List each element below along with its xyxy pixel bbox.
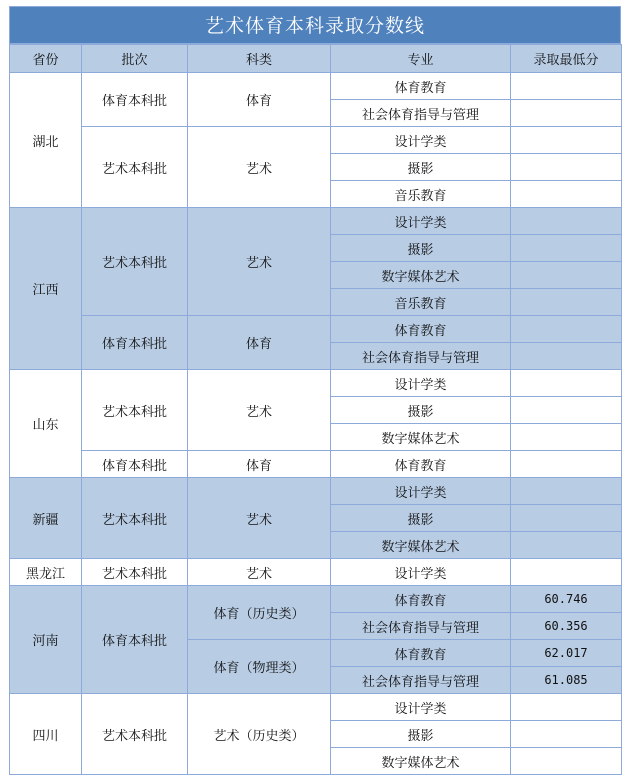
table-row (10, 451, 622, 478)
min-score-cell (511, 154, 622, 181)
major-cell: 体育教育 (331, 316, 511, 343)
category-cell: 艺术 (188, 208, 331, 316)
major-cell: 摄影 (331, 154, 511, 181)
table-title: 艺术体育本科录取分数线 (9, 6, 621, 44)
category-cell: 艺术 (188, 370, 331, 451)
category-cell: 艺术 (188, 478, 331, 559)
category-cell: 体育（历史类） (188, 586, 331, 640)
min-score-cell (511, 127, 622, 154)
category-cell: 艺术 (188, 127, 331, 208)
category-cell: 体育 (188, 73, 331, 127)
major-cell: 设计学类 (331, 208, 511, 235)
batch-cell: 艺术本科批 (82, 127, 188, 208)
table-row (10, 73, 622, 100)
category-cell: 艺术（历史类） (188, 694, 331, 775)
major-cell: 体育教育 (331, 640, 511, 667)
min-score-cell (511, 748, 622, 775)
header-batch: 批次 (82, 45, 188, 73)
min-score-cell: 61.085 (511, 667, 622, 694)
major-cell: 设计学类 (331, 127, 511, 154)
min-score-cell: 60.356 (511, 613, 622, 640)
min-score-cell (511, 424, 622, 451)
min-score-cell (511, 505, 622, 532)
table-row (10, 316, 622, 343)
min-score-cell (511, 181, 622, 208)
major-cell: 摄影 (331, 721, 511, 748)
header-province: 省份 (10, 45, 82, 73)
min-score-cell (511, 559, 622, 586)
table-row (10, 586, 622, 613)
header-row (10, 45, 622, 73)
province-cell: 河南 (10, 586, 82, 694)
category-cell: 体育 (188, 316, 331, 370)
min-score-cell (511, 478, 622, 505)
min-score-cell (511, 208, 622, 235)
min-score-cell (511, 694, 622, 721)
min-score-cell (511, 235, 622, 262)
table-row (10, 559, 622, 586)
batch-cell: 艺术本科批 (82, 208, 188, 316)
header-min-score: 录取最低分 (511, 45, 622, 73)
major-cell: 社会体育指导与管理 (331, 667, 511, 694)
major-cell: 设计学类 (331, 478, 511, 505)
header-major: 专业 (331, 45, 511, 73)
major-cell: 社会体育指导与管理 (331, 100, 511, 127)
major-cell: 设计学类 (331, 694, 511, 721)
min-score-cell (511, 100, 622, 127)
min-score-cell (511, 397, 622, 424)
major-cell: 数字媒体艺术 (331, 748, 511, 775)
batch-cell: 体育本科批 (82, 451, 188, 478)
min-score-cell (511, 289, 622, 316)
min-score-cell (511, 262, 622, 289)
batch-cell: 体育本科批 (82, 316, 188, 370)
batch-cell: 体育本科批 (82, 73, 188, 127)
min-score-cell (511, 370, 622, 397)
min-score-cell (511, 316, 622, 343)
min-score-cell (511, 73, 622, 100)
min-score-cell (511, 343, 622, 370)
major-cell: 体育教育 (331, 73, 511, 100)
batch-cell: 艺术本科批 (82, 370, 188, 451)
batch-cell: 艺术本科批 (82, 478, 188, 559)
major-cell: 设计学类 (331, 559, 511, 586)
major-cell: 摄影 (331, 505, 511, 532)
min-score-cell: 62.017 (511, 640, 622, 667)
major-cell: 体育教育 (331, 586, 511, 613)
major-cell: 社会体育指导与管理 (331, 343, 511, 370)
batch-cell: 艺术本科批 (82, 694, 188, 775)
min-score-cell (511, 721, 622, 748)
province-cell: 黑龙江 (10, 559, 82, 586)
major-cell: 数字媒体艺术 (331, 532, 511, 559)
min-score-cell: 60.746 (511, 586, 622, 613)
batch-cell: 体育本科批 (82, 586, 188, 694)
table-row (10, 370, 622, 397)
batch-cell: 艺术本科批 (82, 559, 188, 586)
table-row (10, 208, 622, 235)
major-cell: 摄影 (331, 397, 511, 424)
major-cell: 摄影 (331, 235, 511, 262)
category-cell: 艺术 (188, 559, 331, 586)
major-cell: 音乐教育 (331, 181, 511, 208)
min-score-cell (511, 532, 622, 559)
category-cell: 体育（物理类） (188, 640, 331, 694)
province-cell: 山东 (10, 370, 82, 478)
category-cell: 体育 (188, 451, 331, 478)
table-row (10, 694, 622, 721)
province-cell: 新疆 (10, 478, 82, 559)
province-cell: 江西 (10, 208, 82, 370)
major-cell: 体育教育 (331, 451, 511, 478)
major-cell: 数字媒体艺术 (331, 424, 511, 451)
score-table (9, 44, 622, 775)
province-cell: 湖北 (10, 73, 82, 208)
table-row (10, 478, 622, 505)
header-category: 科类 (188, 45, 331, 73)
major-cell: 数字媒体艺术 (331, 262, 511, 289)
major-cell: 设计学类 (331, 370, 511, 397)
min-score-cell (511, 451, 622, 478)
major-cell: 社会体育指导与管理 (331, 613, 511, 640)
province-cell: 四川 (10, 694, 82, 775)
table-body (10, 73, 622, 775)
score-table-container (9, 6, 621, 775)
table-row (10, 127, 622, 154)
major-cell: 音乐教育 (331, 289, 511, 316)
